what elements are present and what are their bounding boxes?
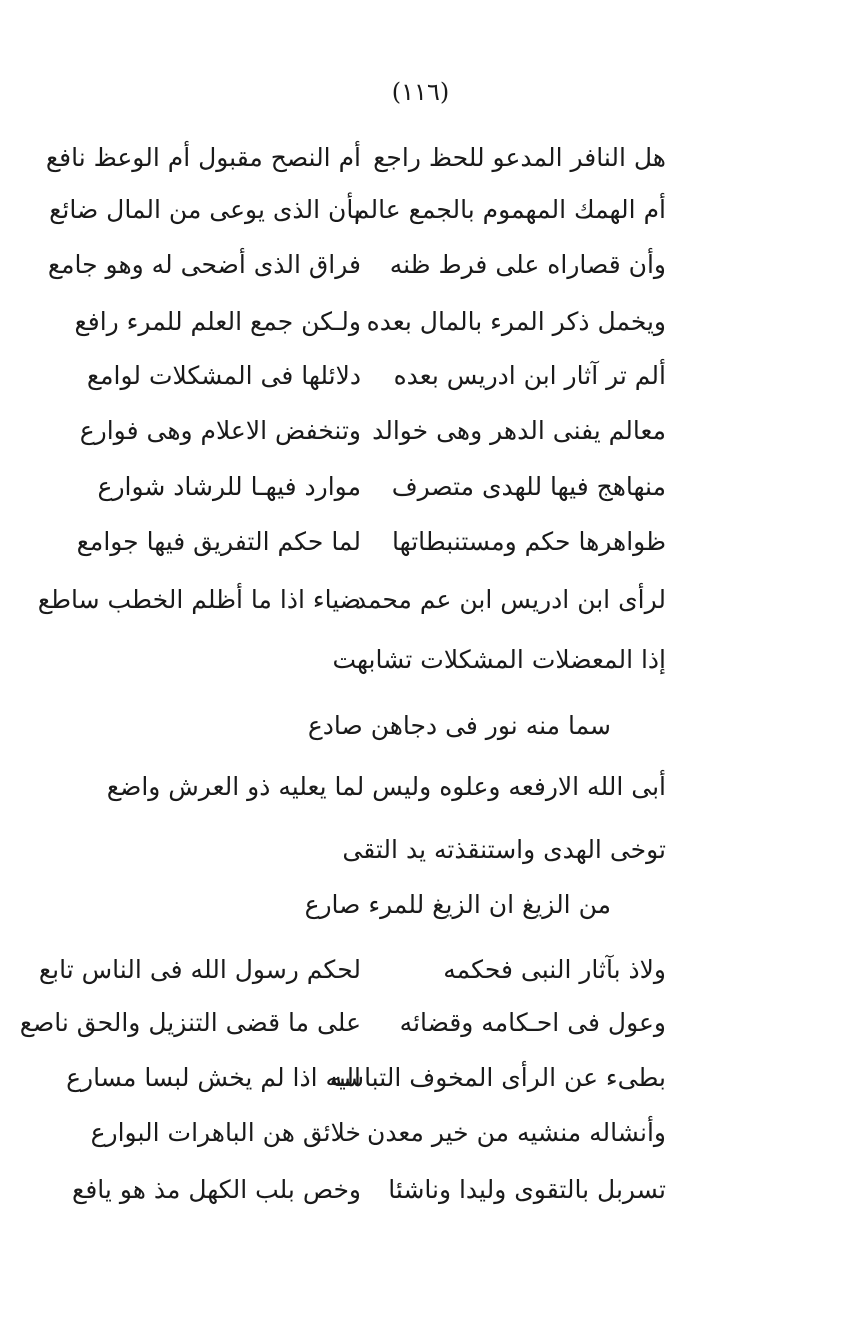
verse-right-hemistich: بطىء عن الرأى المخوف التباسه: [329, 1063, 666, 1092]
verse-left-hemistich: اليه اذا لم يخش لبسا مسارع: [66, 1063, 361, 1092]
verse-right-hemistich: معالم يفنى الدهر وهى خوالد: [372, 416, 666, 445]
verse-right-hemistich: لرأى ابن ادريس ابن عم محمد: [354, 585, 666, 614]
verse-right-hemistich: ويخمل ذكر المرء بالمال بعده: [366, 307, 666, 336]
verse-left-hemistich: بأن الذى يوعى من المال ضائع: [49, 195, 361, 224]
verse-left-hemistich: أم النصح مقبول أم الوعظ نافع: [45, 143, 361, 172]
verse-left-hemistich: فراق الذى أضحى له وهو جامع: [47, 250, 361, 279]
verse-line: سما منه نور فى دجاهن صادع: [307, 711, 611, 740]
verse-left-hemistich: ولـكن جمع العلم للمرء رافع: [74, 307, 361, 336]
verse-left-hemistich: خلائق هن الباهرات البوارع: [90, 1118, 361, 1147]
verse-line: توخى الهدى واستنقذته يد التقى: [342, 835, 666, 864]
verse-line: أبى الله الارفعه وعلوه وليس لما يعليه ذو العرش واضع: [106, 772, 666, 801]
verse-right-hemistich: ولاذ بآثار النبى فحكمه: [443, 955, 666, 984]
verse-left-hemistich: وتنخفض الاعلام وهى فوارع: [79, 416, 361, 445]
page-number: (١١٦): [391, 78, 450, 106]
verse-right-hemistich: وأن قصاراه على فرط ظنه: [389, 250, 666, 279]
verse-right-hemistich: وأنشاله منشيه من خير معدن: [366, 1118, 666, 1147]
verse-right-hemistich: ظواهرها حكم ومستنبطاتها: [392, 527, 666, 556]
verse-right-hemistich: هل النافر المدعو للحظ راجع: [373, 143, 666, 172]
verse-left-hemistich: ضياء اذا ما أظلم الخطب ساطع: [37, 585, 361, 614]
verse-right-hemistich: أم الهمك المهموم بالجمع عالم: [353, 195, 666, 224]
verse-right-hemistich: منهاهج فيها للهدى متصرف: [391, 472, 666, 501]
verse-left-hemistich: موارد فيهـا للرشاد شوارع: [97, 472, 361, 501]
verse-line: إذا المعضلات المشكلات تشابهت: [332, 645, 666, 674]
verse-left-hemistich: دلائلها فى المشكلات لوامع: [86, 361, 361, 390]
verse-line: من الزيغ ان الزيغ للمرء صارع: [304, 890, 611, 919]
verse-right-hemistich: تسربل بالتقوى وليدا وناشئا: [388, 1175, 666, 1204]
verse-right-hemistich: وعول فى احـكامه وقضائه: [399, 1008, 666, 1037]
verse-left-hemistich: على ما قضى التنزيل والحق ناصع: [19, 1008, 361, 1037]
verse-right-hemistich: ألم تر آثار ابن ادريس بعده: [393, 361, 666, 390]
verse-left-hemistich: لما حكم التفريق فيها جوامع: [76, 527, 361, 556]
verse-left-hemistich: وخص بلب الكهل مذ هو يافع: [72, 1175, 361, 1204]
verse-left-hemistich: لحكم رسول الله فى الناس تابع: [38, 955, 361, 984]
